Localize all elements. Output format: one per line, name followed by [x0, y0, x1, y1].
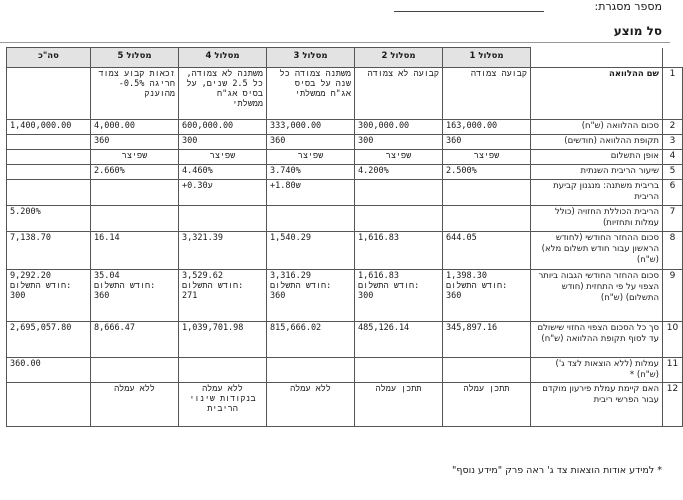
header-blank — [663, 48, 683, 68]
row-label: סך כל הסכום הצפוי החזוי שישולם עד לסוף תקופת ההלוואה (ש"ח) — [531, 322, 663, 358]
table-cell: +1.80ש — [267, 180, 355, 206]
table-cell: 485,126.14 — [355, 322, 443, 358]
table-row — [7, 232, 683, 270]
table-cell: שפיצר — [179, 150, 267, 165]
table-cell: ללא עמלה — [91, 383, 179, 427]
table-cell: שפיצר — [91, 150, 179, 165]
table-cell: 600,000.00 — [179, 120, 267, 135]
basket-title: סל מוצע — [613, 24, 662, 38]
offer-table — [6, 47, 683, 427]
table-cell — [179, 206, 267, 232]
table-cell — [355, 358, 443, 383]
row-label: שיעור הריבית השנתית — [531, 165, 663, 180]
row-number: 10 — [663, 322, 683, 358]
table-cell — [7, 135, 91, 150]
row-label: סכום ההחזר החודשי (לחודש הראשון עבור חודש תשלום מלא) (ש"ח) — [531, 232, 663, 270]
table-cell: 333,000.00 — [267, 120, 355, 135]
table-row — [7, 322, 683, 358]
table-cell: 2,695,057.80 — [7, 322, 91, 358]
row-number: 9 — [663, 270, 683, 322]
row-label: תקופת ההלוואה (חודשים) — [531, 135, 663, 150]
table-cell — [267, 358, 355, 383]
table-row — [7, 135, 683, 150]
table-cell: ללא עמלה — [267, 383, 355, 427]
row-label: סכום ההלוואה (ש"ח) — [531, 120, 663, 135]
table-cell: שפיצר — [443, 150, 531, 165]
table-cell: +0.30ע — [179, 180, 267, 206]
table-cell — [7, 165, 91, 180]
table-cell: זכאות קבוע צמוד חריגה 0.5%-מהוענק — [91, 68, 179, 120]
table-cell: 1,400,000.00 — [7, 120, 91, 135]
table-cell: 360 — [91, 135, 179, 150]
column-header: מסלול 1 — [443, 48, 531, 68]
table-cell: 4,000.00 — [91, 120, 179, 135]
row-number: 11 — [663, 358, 683, 383]
footnote: * למידע אודות הוצאות צד ג' ראה פרק "מידע נוסף" — [452, 465, 662, 476]
table-cell: 2.500% — [443, 165, 531, 180]
table-cell: 3,321.39 — [179, 232, 267, 270]
table-header-row — [7, 48, 683, 68]
table-cell: 300 — [179, 135, 267, 150]
table-cell: 9,292.20 חודש התשלום: 300 — [7, 270, 91, 322]
table-cell — [91, 358, 179, 383]
table-cell — [355, 206, 443, 232]
row-number: 4 — [663, 150, 683, 165]
table-cell: 815,666.02 — [267, 322, 355, 358]
table-row — [7, 120, 683, 135]
row-number: 6 — [663, 180, 683, 206]
table-cell — [179, 358, 267, 383]
row-label: האם קיימת עמלת פירעון מוקדם עבור הפרשי ריבית — [531, 383, 663, 427]
table-cell: 4.200% — [355, 165, 443, 180]
row-label: אופן התשלום — [531, 150, 663, 165]
row-number: 7 — [663, 206, 683, 232]
row-label: הריבית הכוללת החזויה (כולל עמלות ותחזיות) — [531, 206, 663, 232]
header-blank — [531, 48, 663, 68]
row-number: 3 — [663, 135, 683, 150]
table-cell: 1,540.29 — [267, 232, 355, 270]
table-cell: משתנה צמודה כל שנה על בסיס אג"ח ממשלתי — [267, 68, 355, 120]
table-cell: 1,616.83 חודש התשלום: 300 — [355, 270, 443, 322]
table-cell — [267, 206, 355, 232]
row-number: 5 — [663, 165, 683, 180]
table-body — [7, 68, 683, 427]
file-number-line — [394, 11, 544, 12]
table-cell: 300 — [355, 135, 443, 150]
table-row — [7, 165, 683, 180]
divider — [0, 42, 670, 43]
table-cell: משתנה לא צמודה, כל 2.5 שנים, על בסיס אג"ח ממשלתי — [179, 68, 267, 120]
table-cell: 345,897.16 — [443, 322, 531, 358]
row-number: 8 — [663, 232, 683, 270]
table-cell: 360 — [443, 135, 531, 150]
column-header: מסלול 3 — [267, 48, 355, 68]
table-row — [7, 270, 683, 322]
table-cell: קבועה צמודה — [443, 68, 531, 120]
table-cell — [443, 358, 531, 383]
table-cell: 644.05 — [443, 232, 531, 270]
table-cell — [91, 180, 179, 206]
table-cell: 2.660% — [91, 165, 179, 180]
table-cell: קבועה לא צמודה — [355, 68, 443, 120]
file-number-label: מספר מסגרת: — [594, 0, 662, 13]
table-cell — [443, 180, 531, 206]
row-label: בריבית משתנה: מנגנון קביעת הריבית — [531, 180, 663, 206]
column-header: סה"כ — [7, 48, 91, 68]
table-cell: 35.04 חודש התשלום: 360 — [91, 270, 179, 322]
table-cell: 3.740% — [267, 165, 355, 180]
table-cell — [355, 180, 443, 206]
table-cell: ללא עמלה בנקודות שינוי הריבית — [179, 383, 267, 427]
table-cell: תתכן עמלה — [443, 383, 531, 427]
table-cell: 4.460% — [179, 165, 267, 180]
table-cell — [7, 150, 91, 165]
table-cell — [7, 180, 91, 206]
row-label: עמלות (ללא הוצאות לצד ג') (ש"ח) * — [531, 358, 663, 383]
table-row — [7, 358, 683, 383]
table-cell: 163,000.00 — [443, 120, 531, 135]
table-cell: 360.00 — [7, 358, 91, 383]
table-cell: שפיצר — [267, 150, 355, 165]
table-cell: 5.200% — [7, 206, 91, 232]
table-row — [7, 180, 683, 206]
table-cell: 3,316.29 חודש התשלום: 360 — [267, 270, 355, 322]
row-number: 2 — [663, 120, 683, 135]
row-label: סכום ההחזר החודשי הגבוה ביותר הצפוי על פי התחזית (חודש התשלום) (ש"ח) — [531, 270, 663, 322]
table-cell: שפיצר — [355, 150, 443, 165]
table-cell: 7,138.70 — [7, 232, 91, 270]
table-cell — [7, 68, 91, 120]
table-cell — [7, 383, 91, 427]
table-cell: תתכן עמלה — [355, 383, 443, 427]
table-cell: 1,616.83 — [355, 232, 443, 270]
table-cell: 8,666.47 — [91, 322, 179, 358]
row-label: שם ההלוואה — [531, 68, 663, 120]
column-header: מסלול 2 — [355, 48, 443, 68]
table-cell: 16.14 — [91, 232, 179, 270]
table-row — [7, 150, 683, 165]
row-number: 1 — [663, 68, 683, 120]
table-cell: 3,529.62 חודש התשלום: 271 — [179, 270, 267, 322]
table-cell: 1,039,701.98 — [179, 322, 267, 358]
table-cell: 360 — [267, 135, 355, 150]
table-row — [7, 68, 683, 120]
column-header: מסלול 4 — [179, 48, 267, 68]
column-header: מסלול 5 — [91, 48, 179, 68]
table-cell — [443, 206, 531, 232]
table-row — [7, 206, 683, 232]
table-cell — [91, 206, 179, 232]
table-cell: 300,000.00 — [355, 120, 443, 135]
row-number: 12 — [663, 383, 683, 427]
table-cell: 1,398.30 חודש התשלום: 360 — [443, 270, 531, 322]
table-row — [7, 383, 683, 427]
